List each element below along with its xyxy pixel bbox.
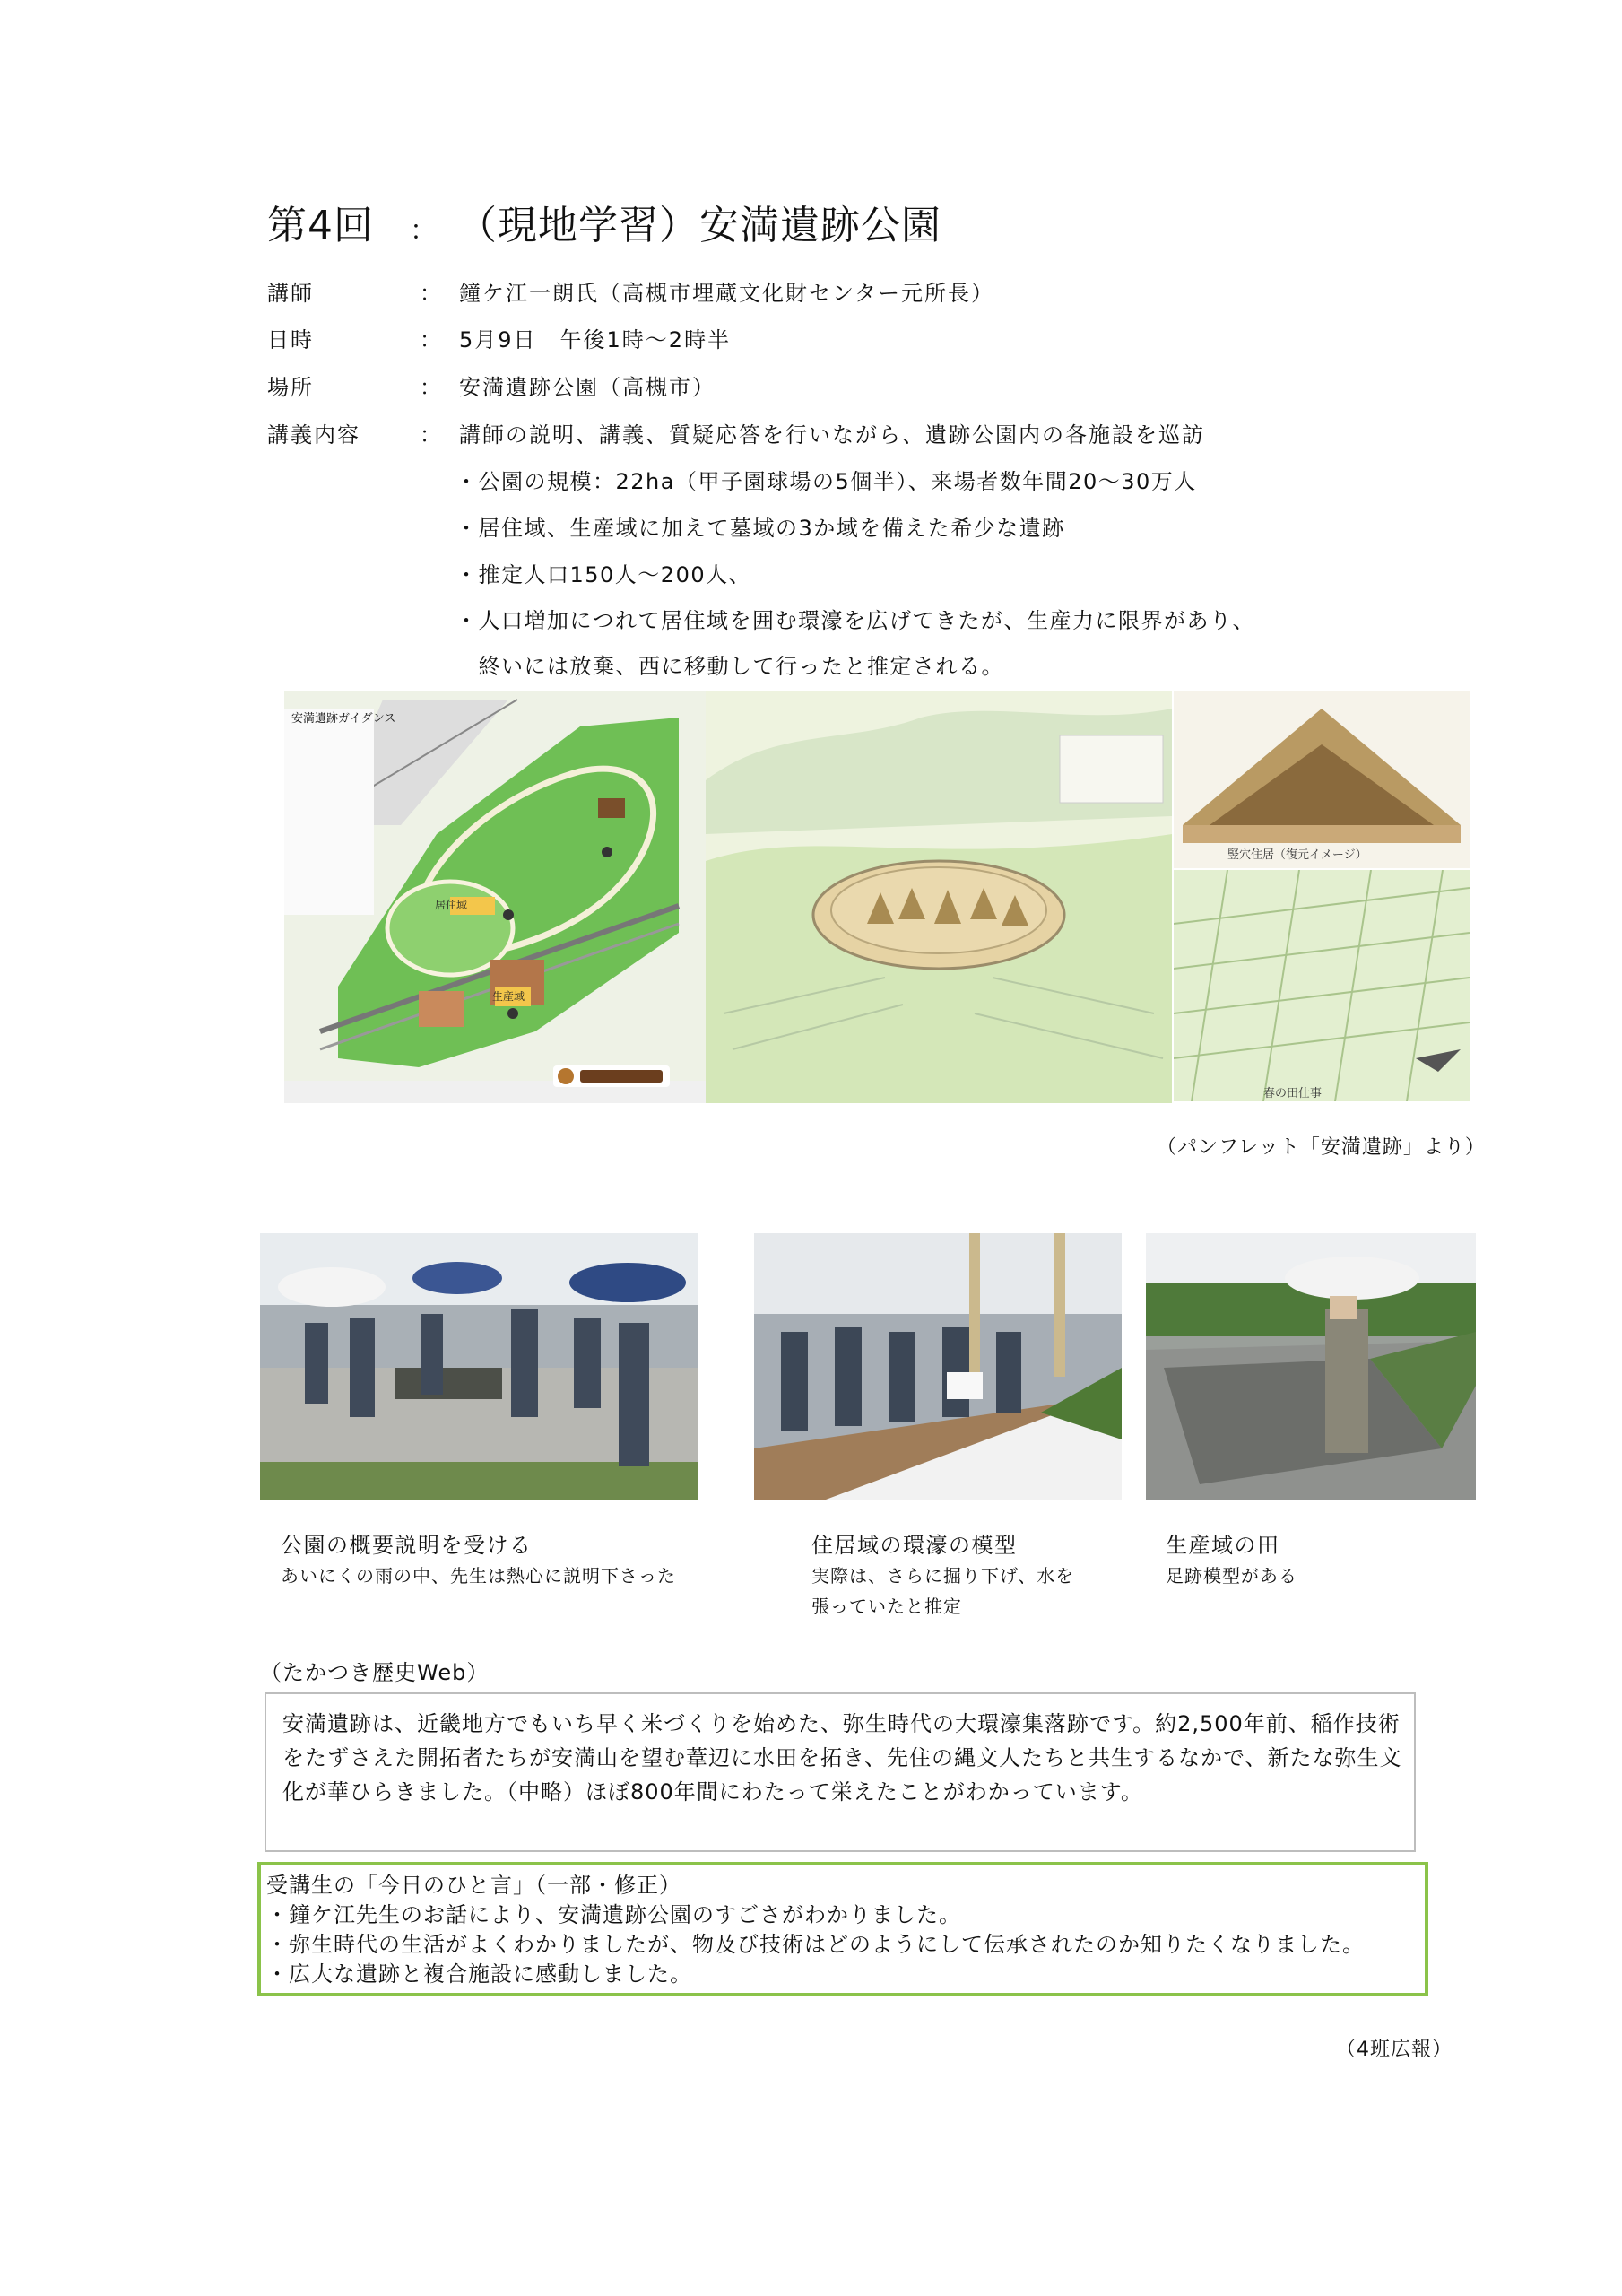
footer-credit: （4班広報） (1336, 2039, 1453, 2061)
info-colon: ： (420, 375, 443, 400)
info-colon: ： (420, 327, 443, 352)
info-row-place (267, 370, 716, 401)
photo-rice-field (1146, 1233, 1476, 1500)
info-label: 日時 (267, 327, 314, 352)
field-caption: 春の田仕事 (1263, 1087, 1323, 1100)
photo-caption: 住居域の環濠の模型 (811, 1533, 1018, 1558)
map-label-residential: 居住域 (435, 899, 468, 911)
page-title (267, 193, 941, 250)
photo-subcaption: あいにくの雨の中、先生は熱心に説明下さった (281, 1565, 676, 1587)
info-value: 5月9日 午後1時～2時半 (459, 327, 732, 352)
info-row-datetime (267, 322, 731, 353)
bullet-item: 終いには放棄、西に移動して行ったと推定される。 (455, 654, 1004, 679)
map-guide-title: 安満遺跡ガイダンス (291, 712, 396, 726)
pamphlet-credit: （パンフレット「安満遺跡」より） (1157, 1136, 1486, 1159)
bullet-item: ・推定人口150人～200人、 (455, 562, 752, 587)
photo-subcaption: 足跡模型がある (1166, 1565, 1297, 1587)
comment-item: ・弥生時代の生活がよくわかりましたが、物及び技術はどのようにして伝承されたのか知りたくなりました。 (266, 1932, 1365, 1957)
photo-caption: 生産域の田 (1166, 1533, 1280, 1558)
map-label-production: 生産域 (492, 990, 525, 1003)
info-label: 講義内容 (267, 422, 360, 448)
info-label: 場所 (267, 375, 314, 400)
bullet-item: ・人口増加につれて居住域を囲む環濠を広げてきたが、生産力に限界があり、 (455, 608, 1256, 633)
pit-dwelling-illustration (1174, 691, 1470, 868)
photo-subcaption: 張っていたと推定 (811, 1596, 962, 1617)
comments-heading: 受講生の「今日のひと言」（一部・修正） (266, 1873, 681, 1898)
quote-line: 化が華ひらきました。（中略）ほぼ800年間にわたって栄えたことがわかっています。 (282, 1779, 1143, 1805)
comments-box (257, 1862, 1428, 1996)
photo-caption: 公園の概要説明を受ける (281, 1533, 533, 1558)
info-value: 鐘ケ江一朗氏（高槻市埋蔵文化財センター元所長） (459, 281, 995, 306)
village-illustration (706, 691, 1172, 1103)
info-colon: ： (420, 281, 443, 306)
park-map-image (284, 691, 706, 1103)
bullet-item: ・居住域、生産域に加えて墓域の3か域を備えた希少な遺跡 (455, 516, 1065, 541)
info-row-content (267, 417, 1205, 448)
house-caption: 竪穴住居（復元イメージ） (1227, 848, 1367, 862)
title-colon: ： (410, 215, 438, 247)
quote-line: 安満遺跡は、近畿地方でもいち早く米づくりを始めた、弥生時代の大環濠集落跡です。約2,500年前、稲作技術 (282, 1711, 1401, 1736)
photo-subcaption: 実際は、さらに掘り下げ、水を (811, 1565, 1075, 1587)
title-text: （現地学習）安満遺跡公園 (457, 203, 941, 248)
title-number: 第4回 (267, 203, 374, 248)
quote-line: をたずさえた開拓者たちが安満山を望む葦辺に水田を拓き、先住の縄文人たちと共生するなかで、新たな弥生文 (282, 1745, 1402, 1770)
web-source: （たかつき歴史Web） (260, 1660, 490, 1685)
info-row-lecturer (267, 275, 994, 307)
comment-item: ・鐘ケ江先生のお話により、安満遺跡公園のすごさがわかりました。 (266, 1902, 961, 1927)
photo-moat-model (754, 1233, 1122, 1500)
info-value: 講師の説明、講義、質疑応答を行いながら、遺跡公園内の各施設を巡訪 (459, 422, 1205, 448)
park-logo (553, 1065, 670, 1087)
info-value: 安満遺跡公園（高槻市） (459, 375, 716, 400)
comment-item: ・広大な遺跡と複合施設に感動しました。 (266, 1961, 692, 1987)
photo-park-overview (260, 1233, 698, 1500)
rice-field-illustration (1174, 870, 1470, 1101)
quote-box (265, 1692, 1416, 1852)
info-label: 講師 (267, 281, 314, 306)
info-colon: ： (420, 422, 443, 448)
bullet-item: ・公園の規模：22ha（甲子園球場の5個半）、来場者数年間20～30万人 (455, 469, 1197, 494)
